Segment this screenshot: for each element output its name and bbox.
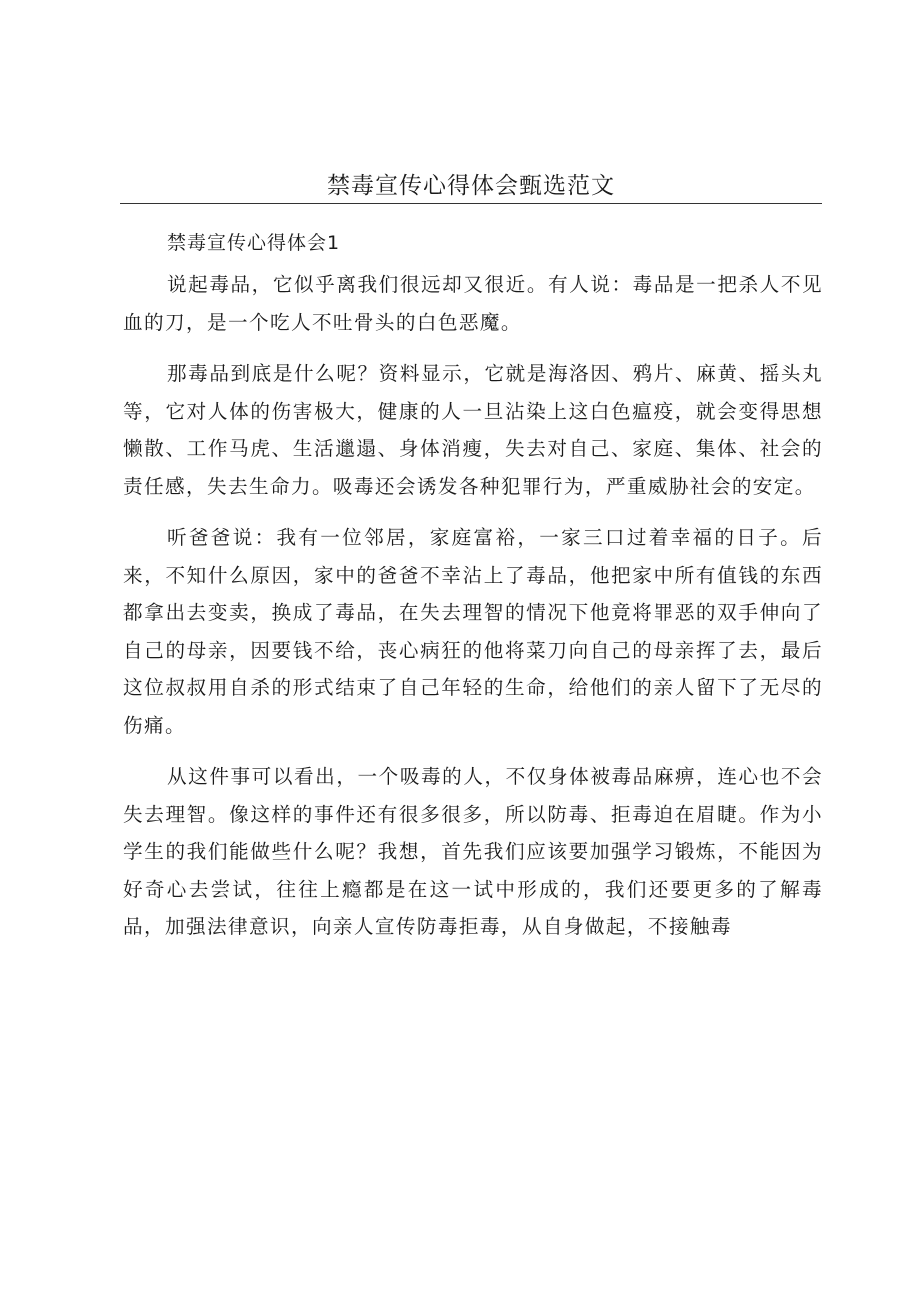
title-divider xyxy=(120,203,822,204)
paragraph-4: 从这件事可以看出，一个吸毒的人，不仅身体被毒品麻痹，连心也不会失去理智。像这样的事件还有很多很多，所以防毒、拒毒迫在眉睫。作为小学生的我们能做些什么呢？我想，首先我们应该要加强学习锻炼，不能因为好奇心去尝试，往往上瘾都是在这一试中形成的，我们还要更多的了解毒品，加强法律意识，向亲人宣传防毒拒毒，从自身做起，不接触毒 xyxy=(123,765,823,938)
document-title: 禁毒宣传心得体会甄选范文 xyxy=(327,173,615,199)
document-body xyxy=(123,228,823,960)
paragraph-2: 那毒品到底是什么呢？资料显示，它就是海洛因、鸦片、麻黄、摇头丸等，它对人体的伤害极大，健康的人一旦沾染上这白色瘟疫，就会变得思想懒散、工作马虎、生活邋遢、身体消瘦，失去对自己、家庭、集体、社会的责任感，失去生命力。吸毒还会诱发各种犯罪行为，严重威胁社会的安定。 xyxy=(123,362,823,498)
section-heading: 禁毒宣传心得体会1 xyxy=(167,232,341,254)
paragraph-3: 听爸爸说：我有一位邻居，家庭富裕，一家三口过着幸福的日子。后来，不知什么原因，家中的爸爸不幸沾上了毒品，他把家中所有值钱的东西都拿出去变卖，换成了毒品，在失去理智的情况下他竟将罪恶的双手伸向了自己的母亲，因要钱不给，丧心病狂的他将菜刀向自己的母亲挥了去，最后这位叔叔用自杀的形式结束了自己年轻的生命，给他们的亲人留下了无尽的伤痛。 xyxy=(123,526,823,737)
paragraph-1: 说起毒品，它似乎离我们很远却又很近。有人说：毒品是一把杀人不见血的刀，是一个吃人不吐骨头的白色恶魔。 xyxy=(123,273,823,334)
